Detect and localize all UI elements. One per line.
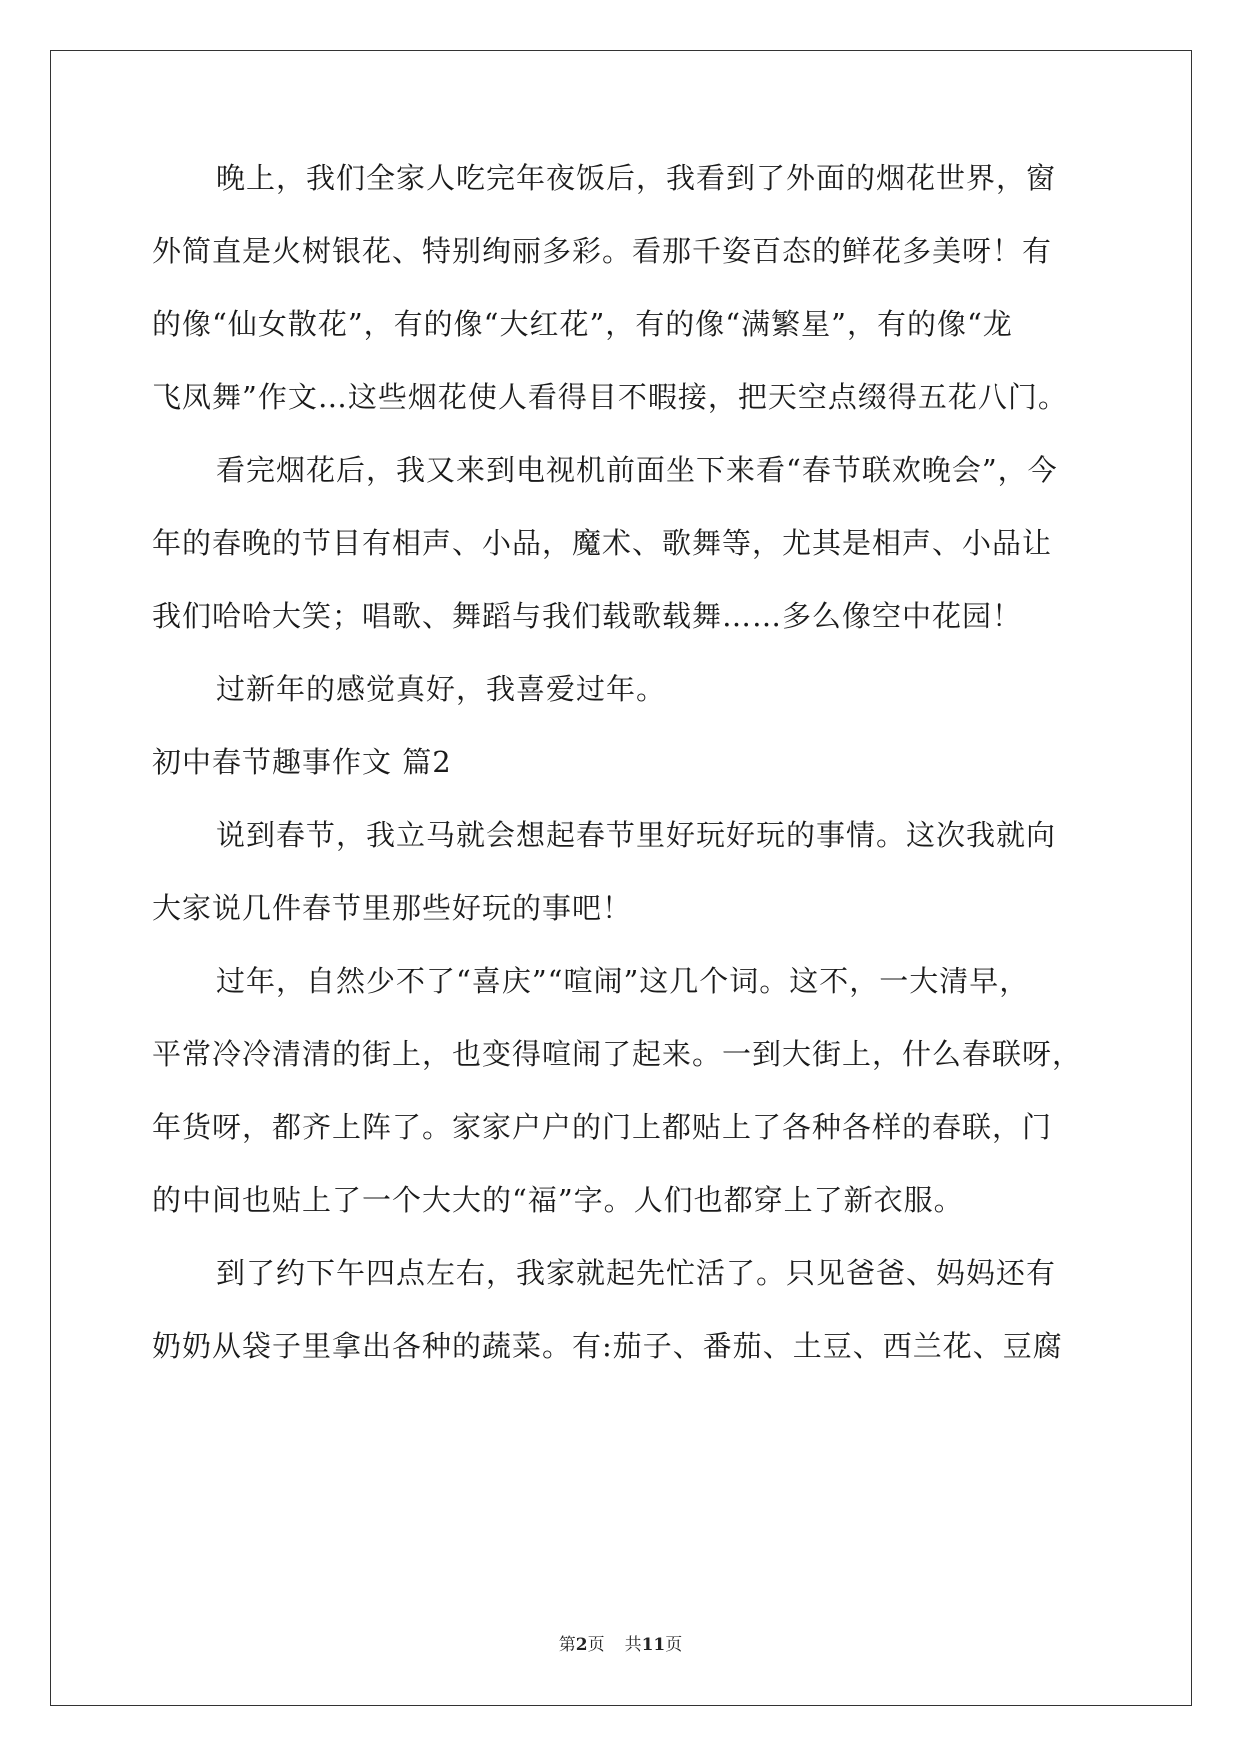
paragraph-line: 的中间也贴上了一个大大的“福”字。人们也都穿上了新衣服。 [152, 1183, 964, 1217]
paragraph-line: 外简直是火树银花、特别绚丽多彩。看那千姿百态的鲜花多美呀！有 [152, 234, 1053, 268]
paragraph-line: 年的春晚的节目有相声、小品，魔术、歌舞等，尤其是相声、小品让 [152, 526, 1053, 560]
paragraph-line: 说到春节，我立马就会想起春节里好玩好玩的事情。这次我就向 [216, 818, 1057, 852]
paragraph-line: 看完烟花后，我又来到电视机前面坐下来看“春节联欢晚会”，今 [216, 453, 1058, 487]
total-prefix: 共 [624, 1635, 642, 1655]
paragraph-line: 晚上，我们全家人吃完年夜饭后，我看到了外面的烟花世界，窗 [216, 161, 1057, 195]
paragraph-line: 的像“仙女散花”，有的像“大红花”，有的像“满繁星”，有的像“龙 [152, 307, 1013, 341]
page-unit: 页 [587, 1635, 605, 1655]
section-heading: 初中春节趣事作文 篇2 [152, 745, 452, 779]
total-unit: 页 [665, 1635, 683, 1655]
paragraph-line: 年货呀，都齐上阵了。家家户户的门上都贴上了各种各样的春联，门 [152, 1110, 1053, 1144]
paragraph-line: 我们哈哈大笑；唱歌、舞蹈与我们载歌载舞……多么像空中花园！ [152, 599, 1023, 633]
page-prefix: 第 [558, 1635, 576, 1655]
paragraph-line: 平常冷冷清清的街上，也变得喧闹了起来。一到大街上，什么春联呀， [152, 1037, 1083, 1071]
page-total: 11 [641, 1635, 666, 1655]
page-border [50, 50, 1192, 1706]
paragraph-line: 飞凤舞”作文…这些烟花使人看得目不暇接，把天空点缀得五花八门。 [152, 380, 1068, 414]
paragraph-line: 过新年的感觉真好，我喜爱过年。 [216, 672, 667, 706]
paragraph-line: 大家说几件春节里那些好玩的事吧！ [152, 891, 633, 925]
paragraph-line: 过年，自然少不了“喜庆”“喧闹”这几个词。这不，一大清早， [216, 964, 1030, 998]
paragraph-line: 到了约下午四点左右，我家就起先忙活了。只见爸爸、妈妈还有 [216, 1256, 1057, 1290]
page-footer [0, 1634, 1241, 1656]
paragraph-line: 奶奶从袋子里拿出各种的蔬菜。有:茄子、番茄、土豆、西兰花、豆腐 [152, 1329, 1063, 1363]
page-current: 2 [575, 1635, 588, 1655]
